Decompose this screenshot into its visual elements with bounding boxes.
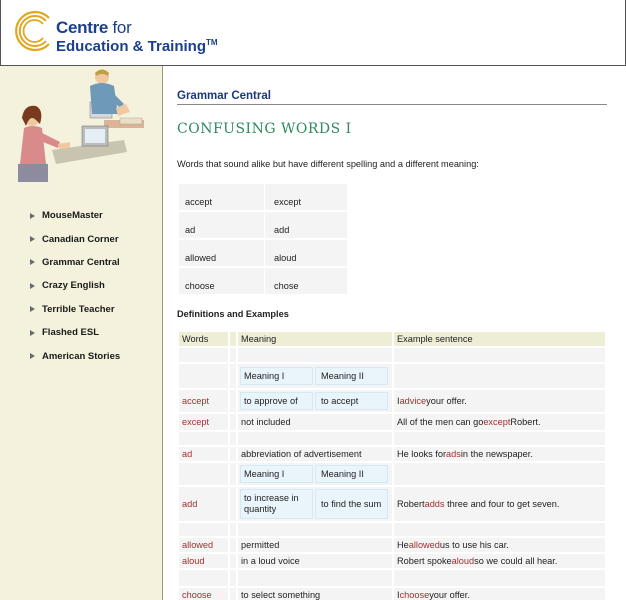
site-logo[interactable] <box>13 10 218 58</box>
word-pair-row <box>179 184 348 212</box>
example-cell: I advice your offer. <box>394 390 605 412</box>
table-row <box>179 588 607 600</box>
meaning-subheader <box>238 364 392 388</box>
table-row <box>179 432 607 447</box>
table-row <box>179 554 607 570</box>
meaning-cell: in a loud voice <box>238 554 392 568</box>
column-header-meaning: Meaning <box>238 332 392 346</box>
triangle-bullet-icon <box>30 236 35 242</box>
word-cell: aloud <box>179 554 228 568</box>
sidebar-item-terrible-teacher[interactable]: Terrible Teacher <box>30 298 120 321</box>
triangle-bullet-icon <box>30 330 35 336</box>
word-pairs-table <box>179 184 348 296</box>
meaning-cell: to select something <box>238 588 392 600</box>
table-row <box>179 570 607 588</box>
word-cell: except <box>179 414 228 430</box>
column-header-words: Words <box>179 332 228 346</box>
table-row <box>179 348 607 364</box>
word-cell: choose <box>179 588 228 600</box>
word-pair-cell: accept <box>179 184 264 210</box>
meaning-cell: to increase in quantity to find the sum <box>238 487 392 521</box>
meaning-cell: permitted <box>238 538 392 552</box>
word-cell: accept <box>179 390 228 412</box>
word-pair-cell: except <box>265 184 347 210</box>
sidebar-item-crazy-english[interactable]: Crazy English <box>30 274 120 297</box>
word-pair-cell: allowed <box>179 240 264 266</box>
sidebar-item-mousemaster[interactable]: MouseMaster <box>30 204 120 227</box>
section-title[interactable]: Grammar Central <box>177 90 271 102</box>
table-row <box>179 538 607 554</box>
definitions-table <box>179 332 607 600</box>
table-header-row <box>179 332 607 348</box>
table-row <box>179 487 607 523</box>
table-row <box>179 364 607 390</box>
word-pair-cell: aloud <box>265 240 347 266</box>
people-at-computers-illustration <box>12 68 157 188</box>
meaning-subheader: Meaning I Meaning II <box>238 463 392 485</box>
word-pair-cell: chose <box>265 268 347 294</box>
word-pair-cell: choose <box>179 268 264 294</box>
word-pair-cell: add <box>265 212 347 238</box>
table-row <box>179 523 607 538</box>
page-title: CONFUSING WORDS I <box>177 121 352 137</box>
example-cell: I choose your offer. <box>394 588 605 600</box>
meaning-cell: abbreviation of advertisement <box>238 447 392 461</box>
sidebar <box>0 66 163 600</box>
section-divider <box>177 104 607 105</box>
triangle-bullet-icon <box>30 306 35 312</box>
column-header-example: Example sentence <box>394 332 605 346</box>
sidebar-item-american-stories[interactable]: American Stories <box>30 344 120 367</box>
triangle-bullet-icon <box>30 353 35 359</box>
sidebar-item-canadian-corner[interactable]: Canadian Corner <box>30 227 120 250</box>
word-cell: allowed <box>179 538 228 552</box>
site-header <box>0 0 626 66</box>
trademark-mark: TM <box>206 38 218 47</box>
example-cell: All of the men can go except Robert. <box>394 414 605 430</box>
sidebar-nav <box>30 204 120 368</box>
meaning-i-label: Meaning I <box>240 367 313 385</box>
table-row <box>179 447 607 463</box>
logo-arc-icon <box>13 10 55 52</box>
word-pair-row <box>179 212 348 240</box>
intro-text: Words that sound alike but have different spelling and a different meaning: <box>177 159 479 169</box>
meaning-cell: not included <box>238 414 392 430</box>
spacer-cell <box>230 332 236 346</box>
triangle-bullet-icon <box>30 213 35 219</box>
sidebar-item-grammar-central[interactable]: Grammar Central <box>30 251 120 274</box>
example-cell: He allowed us to use his car. <box>394 538 605 552</box>
example-cell: Robert adds three and four to get seven. <box>394 487 605 521</box>
triangle-bullet-icon <box>30 283 35 289</box>
table-row <box>179 414 607 432</box>
word-cell: add <box>179 487 228 521</box>
example-cell: He looks for ads in the newspaper. <box>394 447 605 461</box>
logo-text-line1: Centre for <box>56 18 132 37</box>
word-cell: ad <box>179 447 228 461</box>
table-row <box>179 390 607 414</box>
word-pair-row <box>179 268 348 296</box>
sidebar-item-flashed-esl[interactable]: Flashed ESL <box>30 321 120 344</box>
example-cell: Robert spoke aloud so we could all hear. <box>394 554 605 568</box>
word-pair-cell: ad <box>179 212 264 238</box>
meaning-ii-label: Meaning II <box>315 367 388 385</box>
table-row <box>179 463 607 487</box>
definitions-heading: Definitions and Examples <box>177 309 289 319</box>
triangle-bullet-icon <box>30 259 35 265</box>
meaning-cell: to approve of to accept <box>238 390 392 412</box>
word-pair-row <box>179 240 348 268</box>
logo-text-line2: Education & Training™ <box>56 38 218 55</box>
